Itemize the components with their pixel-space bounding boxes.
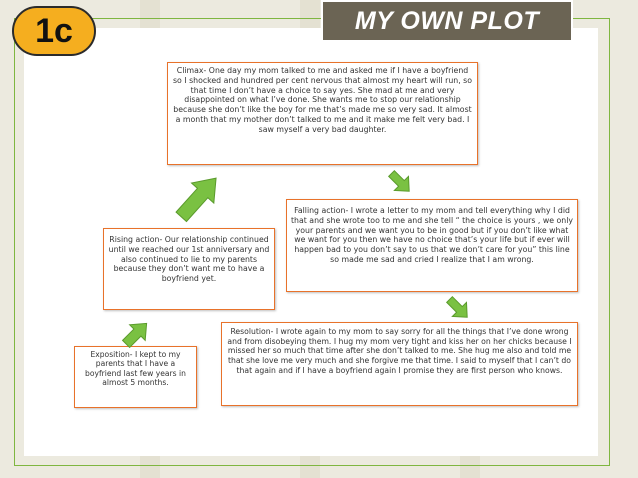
- badge-label: 1c: [35, 11, 73, 50]
- climax-box: [167, 62, 478, 165]
- rising-action-box: [103, 228, 275, 310]
- title-bar: [321, 0, 573, 42]
- arrow-up-right-icon: [170, 166, 230, 226]
- slide-number-badge: [12, 6, 96, 56]
- arrow-down-right-icon: [384, 166, 416, 198]
- resolution-box: [221, 322, 578, 406]
- resolution-text: Resolution- I wrote again to my mom to say sorry for all the things that I’ve done wrong and from disobeying them. I hug my mom very tight and kiss her on her chicks because I missed her so much that time after she don’t talked to me. She hug me also and told me that she love me very much and she forgive me that time. I said to myself that I can’t do that again and if I have a boyfriend again I promise they are first person who knows.: [227, 327, 572, 375]
- page-title: MY OWN PLOT: [354, 6, 540, 35]
- exposition-box: [74, 346, 197, 408]
- exposition-text: Exposition- I kept to my parents that I have a boyfriend last few years in almost 5 months.: [85, 350, 186, 388]
- climax-text: Climax- One day my mom talked to me and asked me if I have a boyfriend so I shocked and hundred per cent nervous that almost my heart will run, so that time I don’t have a choice to say yes. She mad at me and very disappointed on what I’ve done. She wants me to stop our relationship because she don’t like the boy for me that’s made me so very sad. It almost a month that my mother don’t talked to me and it make me felt very bad. I saw myself a very bad daughter.: [173, 66, 472, 134]
- falling-action-box: [286, 199, 578, 292]
- falling-action-text: Falling action- I wrote a letter to my mom and tell everything why I did that and she wrote too to me and she tell “ the choice is yours , we only your parents and we want you to be in good but if you don’t like what we want for you then we have no choice that’s your life but if ever will happen bad to you don’t say to us that we don’t care for you” this line so made me sad and cried I realize that I am wrong.: [291, 206, 573, 264]
- rising-action-text: Rising action- Our relationship continued until we reached our 1st anniversary and also continued to lie to my parents because they don’t want me to have a boyfriend yet.: [108, 235, 270, 284]
- arrow-up-right-icon: [118, 316, 154, 352]
- arrow-down-right-icon: [442, 292, 474, 324]
